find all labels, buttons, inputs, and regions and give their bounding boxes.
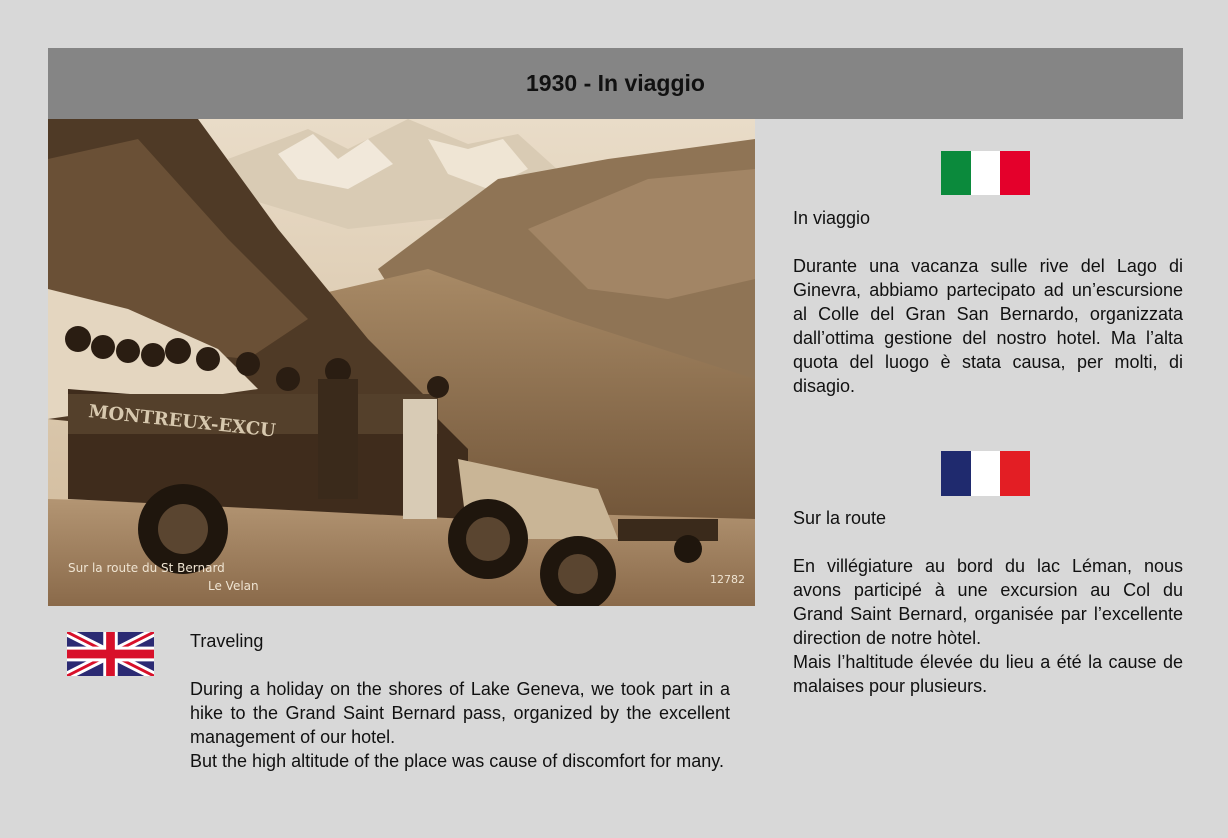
english-paragraph-2: But the high altitude of the place was cause of discomfort for many. — [190, 751, 724, 771]
english-heading: Traveling — [190, 631, 264, 651]
french-section — [793, 506, 1183, 698]
italian-section — [793, 206, 1183, 398]
photo-caption-location: Le Velan — [208, 579, 259, 593]
page-title: 1930 - In viaggio — [526, 70, 705, 96]
italian-paragraph: Durante una vacanza sulle rive del Lago di Ginevra, abbiamo partecipato ad un’escursione al Colle del Gran San Bernardo, organizzata dall’ottima gestione del nostro hotel. Ma l’alta quota del luogo è stata causa, per molti, di disagio. — [793, 256, 1183, 396]
french-heading: Sur la route — [793, 508, 887, 528]
uk-flag-icon — [67, 632, 154, 676]
italian-heading: In viaggio — [793, 208, 871, 228]
english-paragraph-1: During a holiday on the shores of Lake Geneva, we took part in a hike to the Grand Saint Bernard pass, organized by the excellent management of our hotel. — [190, 679, 730, 747]
photo-illustration — [48, 119, 755, 606]
french-paragraph-2: Mais l’haltitude élevée du lieu a été la cause de malaises pour plusieurs. — [793, 652, 1183, 696]
france-flag-icon — [941, 451, 1030, 496]
english-section — [190, 629, 730, 773]
french-paragraph-1: En villégiature au bord du lac Léman, nous avons participé à une excursion au Col du Grand Saint Bernard, organisée par l’excellente direction de notre hòtel. — [793, 556, 1183, 648]
italy-flag-icon — [941, 151, 1030, 195]
title-bar — [48, 48, 1183, 119]
historic-photo — [48, 119, 755, 606]
bus-lettering: MONTREUX-EXCU — [87, 401, 277, 442]
photo-caption-route: Sur la route du St Bernard — [68, 561, 225, 575]
photo-plate-number: 12782 — [710, 573, 745, 586]
